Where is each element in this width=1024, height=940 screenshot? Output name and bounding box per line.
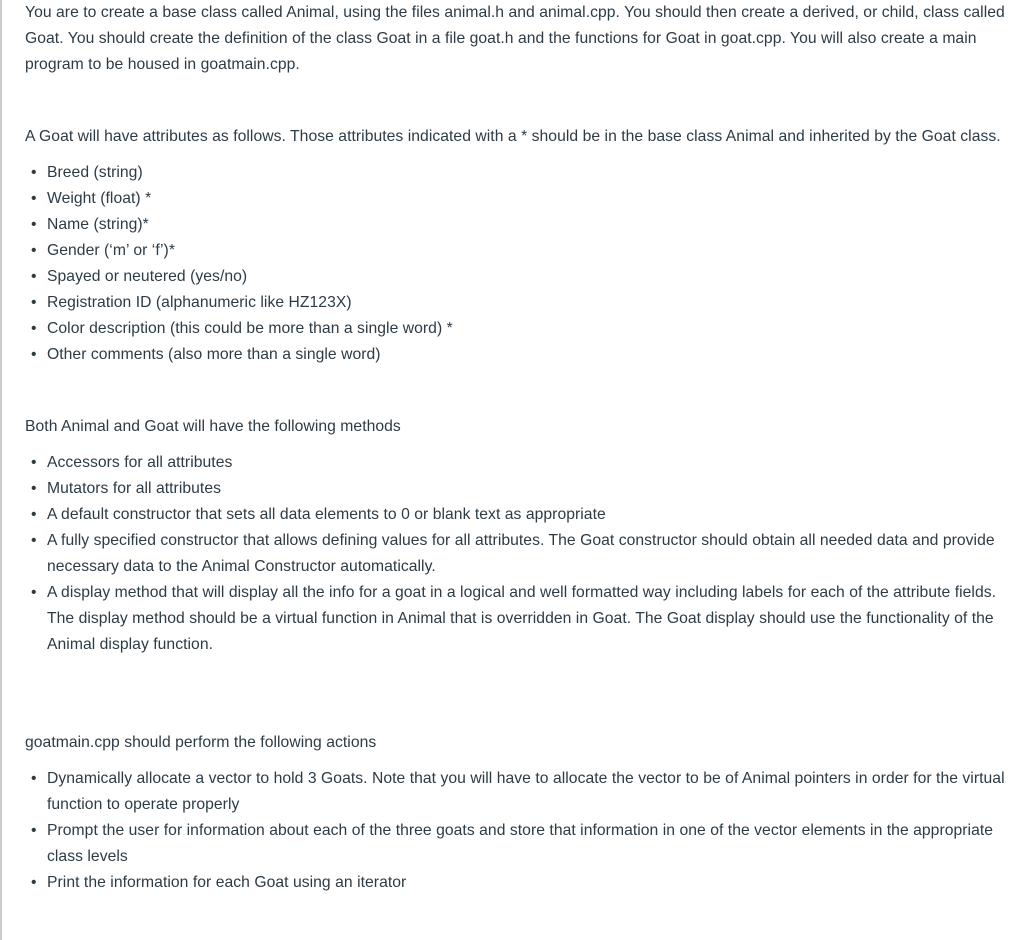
attributes-intro: A Goat will have attributes as follows. Those attributes indicated with a * should be in the base class Animal and inherited by the Goat class. <box>25 128 1001 145</box>
list-item: • Registration ID (alphanumeric like HZ123X) <box>25 290 1024 316</box>
list-item: • Accessors for all attributes <box>25 450 1024 476</box>
goatmain-intro: goatmain.cpp should perform the following actions <box>25 734 377 751</box>
methods-intro: Both Animal and Goat will have the following methods <box>25 418 401 435</box>
list-item: • Weight (float) * <box>25 186 1024 212</box>
list-item: • A display method that will display all the info for a goat in a logical and well formatted way including labels for each of the attribute fields. The display method should be a virtual function in Animal that is overridden in Goat. The Goat display should use the functionality of the Animal display function. <box>25 580 1024 658</box>
list-item: • Dynamically allocate a vector to hold 3 Goats. Note that you will have to allocate the vector to be of Animal pointers in order for the virtual function to operate properly <box>25 766 1024 818</box>
intro-paragraph: You are to create a base class called Animal, using the files animal.h and animal.cpp. You should then create a derived, or child, class called Goat. You should create the definition of the class Goat in a file goat.h and the functions for Goat in goat.cpp. You will also create a main program to be housed in goatmain.cpp. <box>25 4 1005 73</box>
list-item: • Mutators for all attributes <box>25 476 1024 502</box>
list-item: • Prompt the user for information about each of the three goats and store that information in one of the vector elements in the appropriate class levels <box>25 818 1024 870</box>
list-item: • Print the information for each Goat using an iterator <box>25 870 1024 896</box>
attributes-list <box>25 160 1024 368</box>
list-item: • Gender (‘m’ or ‘f’)* <box>25 238 1024 264</box>
list-item: • Name (string)* <box>25 212 1024 238</box>
methods-list <box>25 450 1024 658</box>
list-item: • Spayed or neutered (yes/no) <box>25 264 1024 290</box>
goatmain-list <box>25 766 1024 896</box>
assignment-content <box>25 0 1024 896</box>
list-item: • Color description (this could be more than a single word) * <box>25 316 1024 342</box>
list-item: • A default constructor that sets all data elements to 0 or blank text as appropriate <box>25 502 1024 528</box>
list-item: • Breed (string) <box>25 160 1024 186</box>
list-item: • A fully specified constructor that allows defining values for all attributes. The Goat constructor should obtain all needed data and provide necessary data to the Animal Constructor automatically. <box>25 528 1024 580</box>
list-item: • Other comments (also more than a single word) <box>25 342 1024 368</box>
